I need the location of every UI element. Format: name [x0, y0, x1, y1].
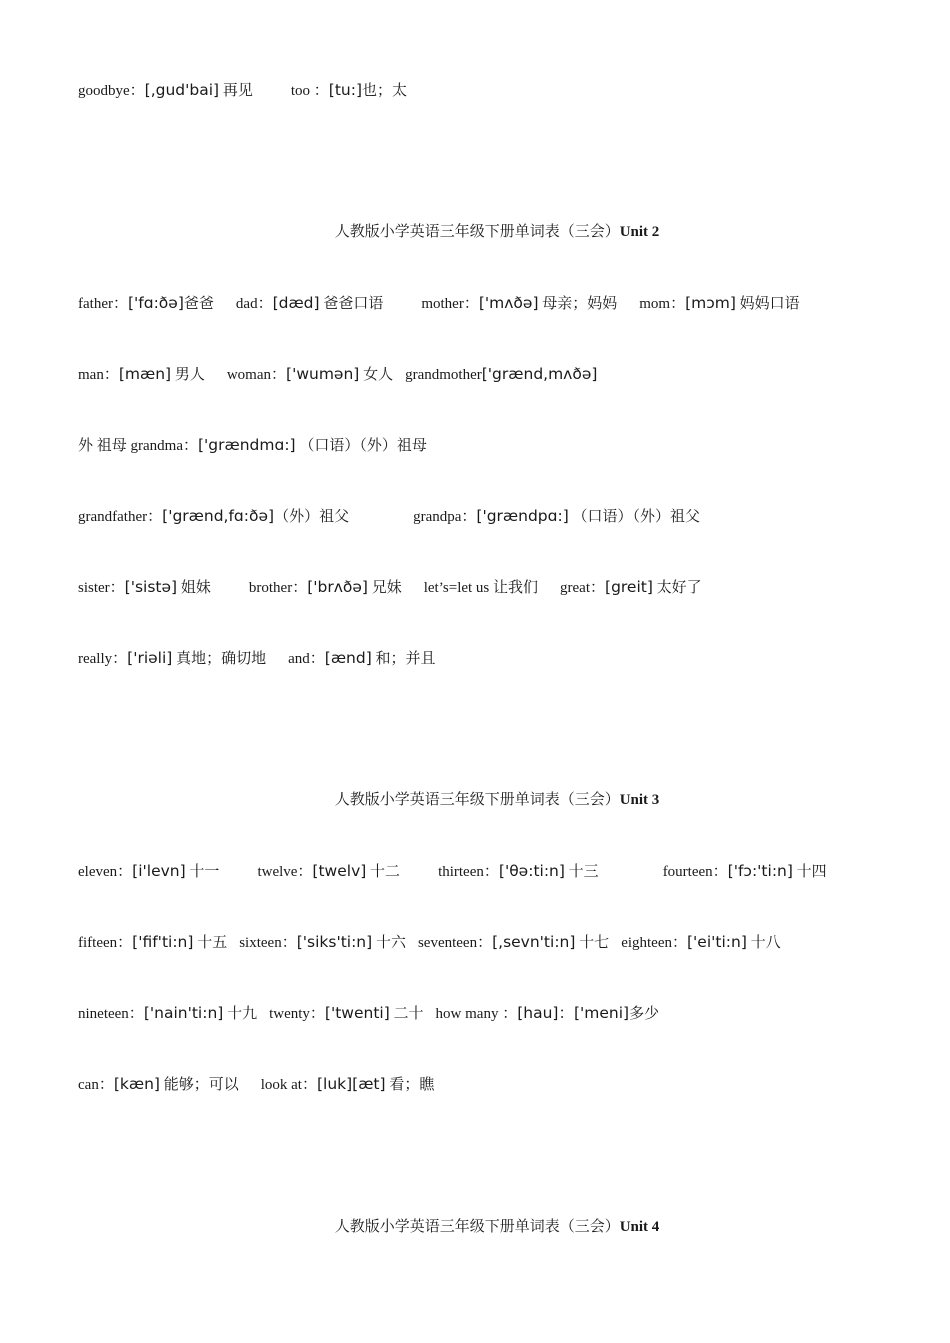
entry-meaning: 母亲；妈妈: [538, 296, 618, 312]
entry-meaning: 十七: [575, 935, 610, 951]
entry-word: eighteen：: [621, 935, 687, 951]
entry-word: sister：: [78, 580, 125, 596]
entry-meaning: 姐妹: [177, 580, 211, 596]
entry-ipa: ['wumən]: [286, 365, 360, 383]
vocab-entry: [421, 293, 617, 314]
entry-meaning: 十四: [792, 864, 827, 880]
vocab-entry: [78, 932, 227, 953]
entry-ipa: ['twenti]: [324, 1004, 390, 1022]
entry-word: woman：: [226, 367, 287, 383]
entry-word: grandpa：: [413, 509, 477, 525]
vocab-line: [78, 1003, 659, 1024]
entry-ipa: ['grænd,fɑ:ðə]: [162, 507, 275, 525]
entry-word: can：: [78, 1077, 114, 1093]
vocab-entry: [291, 80, 407, 101]
entry-meaning: （外）祖父: [274, 509, 350, 525]
entry-ipa: [i'levn]: [132, 862, 186, 880]
vocab-entry: [78, 1074, 239, 1095]
entry-ipa: [luk][æt]: [316, 1075, 386, 1093]
entry-word: how many ：: [435, 1006, 518, 1022]
entry-meaning: 十八: [746, 935, 781, 951]
entry-meaning: （口语）（外）祖母: [295, 438, 427, 454]
vocab-entry: [424, 578, 538, 598]
entry-word: grandmother: [405, 367, 482, 383]
entry-ipa: [kæn]: [113, 1075, 160, 1093]
entry-meaning: 十二: [366, 864, 401, 880]
vocab-entry: [261, 1074, 435, 1095]
vocab-entry: [78, 648, 266, 669]
entry-ipa: [mæn]: [118, 365, 172, 383]
vocab-entry: [249, 577, 402, 598]
vocab-line: [78, 577, 702, 598]
entry-ipa: [,gud'bai]: [144, 81, 220, 99]
entry-ipa: ['brʌðə]: [307, 578, 368, 596]
vocab-entry: [227, 364, 393, 385]
entry-word: dad：: [235, 296, 273, 312]
entry-ipa: [,sevn'ti:n]: [492, 933, 576, 951]
entry-ipa: ['riəli]: [127, 649, 173, 667]
entry-ipa: ['fɔ:'ti:n]: [727, 862, 793, 880]
vocab-entry: [288, 648, 435, 669]
entry-word: 外 祖母 grandma：: [78, 438, 198, 454]
vocab-entry: [239, 932, 406, 953]
entry-ipa: [hau]：['meni]: [517, 1004, 630, 1022]
vocab-entry: [78, 293, 214, 314]
entry-meaning: 十九: [223, 1006, 258, 1022]
entry-meaning: 二十: [389, 1006, 424, 1022]
vocab-line: [78, 435, 427, 456]
entry-word: thirteen：: [438, 864, 499, 880]
vocab-entry: [236, 293, 383, 314]
entry-meaning: 多少: [629, 1006, 660, 1022]
vocab-entry: [78, 80, 253, 101]
vocab-line: [78, 80, 407, 101]
entry-word: nineteen：: [78, 1006, 144, 1022]
entry-word: too ：: [290, 83, 329, 99]
vocab-entry: [78, 506, 349, 527]
entry-meaning: 十三: [564, 864, 599, 880]
heading-unit: Unit 4: [619, 1219, 660, 1235]
entry-word: brother：: [248, 580, 308, 596]
section-heading: [0, 222, 950, 242]
entry-meaning: 女人: [359, 367, 394, 383]
entry-meaning: （口语）（外）祖父: [568, 509, 701, 525]
vocab-entry: [639, 293, 799, 314]
vocab-entry: [78, 577, 211, 598]
vocab-entry: [438, 861, 599, 882]
vocab-line: [78, 293, 800, 314]
entry-word: sixteen：: [239, 935, 297, 951]
entry-ipa: ['grænd,mʌðə]: [481, 365, 598, 383]
vocab-entry: [78, 1003, 257, 1024]
entry-word: really：: [78, 651, 128, 667]
vocab-line: [78, 1074, 434, 1095]
entry-ipa: [mɔm]: [685, 294, 736, 312]
entry-word: twenty：: [269, 1006, 325, 1022]
entry-word: mom：: [639, 296, 686, 312]
vocab-entry: [405, 364, 597, 385]
entry-ipa: [twelv]: [312, 862, 367, 880]
entry-ipa: ['ei'ti:n]: [687, 933, 747, 951]
entry-ipa: ['fif'ti:n]: [132, 933, 194, 951]
entry-ipa: ['fɑ:ðə]: [127, 294, 184, 312]
heading-title: 人教版小学英语三年级下册单词表（三会）: [334, 224, 620, 240]
vocab-line: [78, 932, 781, 953]
entry-meaning: 看；瞧: [385, 1077, 435, 1093]
vocab-entry: [621, 932, 780, 953]
entry-word: fourteen：: [662, 864, 728, 880]
section-heading: [0, 1217, 950, 1237]
vocab-line: [78, 364, 597, 385]
entry-meaning: 再见: [219, 83, 253, 99]
entry-meaning: 兄妹: [367, 580, 402, 596]
vocab-entry: [413, 506, 700, 527]
entry-ipa: ['sistə]: [124, 578, 178, 596]
entry-ipa: ['θə:ti:n]: [498, 862, 565, 880]
entry-word: and：: [288, 651, 325, 667]
entry-ipa: ['grændmɑ:]: [197, 436, 296, 454]
entry-ipa: [tu:]: [328, 81, 363, 99]
entry-word: great：: [560, 580, 606, 596]
entry-word: eleven：: [78, 864, 133, 880]
entry-word: look at：: [260, 1077, 317, 1093]
vocab-entry: [78, 435, 427, 456]
vocab-line: [78, 506, 700, 527]
entry-word: twelve：: [257, 864, 313, 880]
heading-title: 人教版小学英语三年级下册单词表（三会）: [334, 792, 620, 808]
vocab-entry: [257, 861, 400, 882]
entry-word: let’s=let us 让我们: [423, 580, 539, 596]
entry-meaning: 爸爸: [183, 296, 214, 312]
entry-ipa: ['grændpɑ:]: [476, 507, 569, 525]
entry-ipa: [dæd]: [272, 294, 320, 312]
heading-title: 人教版小学英语三年级下册单词表（三会）: [334, 1219, 620, 1235]
section-heading: [0, 790, 950, 810]
vocab-entry: [269, 1003, 423, 1024]
vocab-line: [78, 861, 827, 882]
entry-word: mother：: [421, 296, 479, 312]
entry-ipa: [ænd]: [324, 649, 372, 667]
vocab-entry: [436, 1003, 660, 1024]
entry-meaning: 十五: [193, 935, 228, 951]
entry-ipa: ['mʌðə]: [478, 294, 539, 312]
heading-unit: Unit 3: [619, 792, 660, 808]
entry-word: man：: [78, 367, 119, 383]
entry-meaning: 妈妈口语: [735, 296, 800, 312]
vocab-entry: [78, 364, 205, 385]
heading-unit: Unit 2: [619, 224, 660, 240]
vocab-entry: [560, 577, 702, 598]
entry-meaning: 太好了: [652, 580, 702, 596]
vocab-entry: [78, 861, 219, 882]
entry-meaning: 爸爸口语: [319, 296, 384, 312]
entry-word: fifteen：: [78, 935, 133, 951]
entry-ipa: ['siks'ti:n]: [296, 933, 373, 951]
entry-meaning: 男人: [171, 367, 205, 383]
entry-ipa: ['nain'ti:n]: [143, 1004, 224, 1022]
entry-word: goodbye：: [78, 83, 145, 99]
entry-meaning: 真地；确切地: [172, 651, 267, 667]
vocab-line: [78, 648, 436, 669]
entry-meaning: 能够；可以: [159, 1077, 239, 1093]
entry-word: seventeen：: [417, 935, 493, 951]
entry-meaning: 十六: [372, 935, 406, 951]
vocab-entry: [418, 932, 609, 953]
entry-word: father：: [78, 296, 128, 312]
entry-meaning: 和；并且: [371, 651, 436, 667]
entry-word: grandfather：: [78, 509, 163, 525]
entry-ipa: [greit]: [605, 578, 653, 596]
entry-meaning: 也；太: [362, 83, 408, 99]
entry-meaning: 十一: [185, 864, 220, 880]
vocab-entry: [663, 861, 827, 882]
